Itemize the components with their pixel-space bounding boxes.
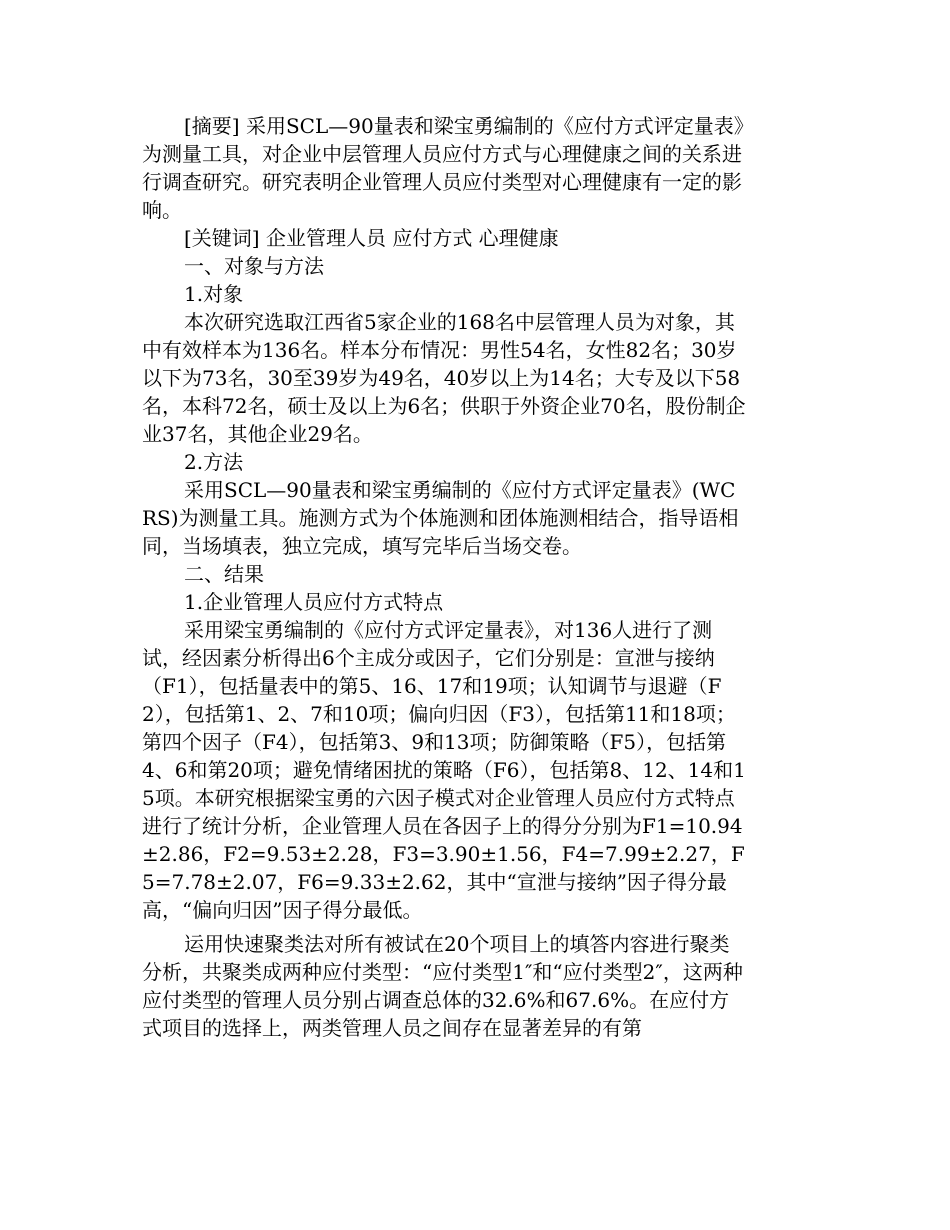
subsection-heading-coping-features: 1.企业管理人员应付方式特点 [184, 590, 444, 614]
keywords-paragraph: [关键词] 企业管理人员 应付方式 心理健康 [184, 226, 559, 250]
cluster-analysis-paragraph: 运用快速聚类法对所有被试在20个项目上的填答内容进行聚类分析，共聚类成两种应付类型：“应付类型1″和“应付类型2″，这两种应付类型的管理人员分别占调查总体的32.6%和67.6%。在应付方式项目的选择上，两类管理人员之间存在显著差异的有第 [142, 932, 743, 1040]
section-heading-subjects-methods: 一、对象与方法 [184, 254, 324, 278]
abstract-paragraph: [摘要] 采用SCL—90量表和梁宝勇编制的《应付方式评定量表》为测量工具，对企业中层管理人员应付方式与心理健康之间的关系进行调查研究。研究表明企业管理人员应付类型对心理健康有一定的影响。 [142, 114, 744, 222]
methods-paragraph: 采用SCL—90量表和梁宝勇编制的《应付方式评定量表》(WCRS)为测量工具。施测方式为个体施测和团体施测相结合，指导语相同，当场填表，独立完成，填写完毕后当场交卷。 [142, 478, 739, 558]
coping-features-paragraph: 采用梁宝勇编制的《应付方式评定量表》，对136人进行了测试，经因素分析得出6个主成分或因子，它们分别是：宣泄与接纳（F1），包括量表中的第5、16、17和19项；认知调节与退避（F2），包括第1、2、7和10项；偏向归因（F3），包括第11和18项；第四个因子（F4），包括第3、9和13项；防御策略（F5），包括第4、6和第20项；避免情绪困扰的策略（F6），包括第8、12、14和15项。本研究根据梁宝勇的六因子模式对企业管理人员应付方式特点进行了统计分析，企业管理人员在各因子上的得分分别为F1=10.94±2.86，F2=9.53±2.28，F3=3.90±1.56，F4=7.99±2.27，F5=7.78±2.07，F6=9.33±2.62，其中“宣泄与接纳”因子得分最高，“偏向归因”因子得分最低。 [142, 618, 746, 922]
subjects-paragraph: 本次研究选取江西省5家企业的168名中层管理人员为对象，其中有效样本为136名。样本分布情况：男性54名，女性82名；30岁以下为73名，30至39岁为49名，40岁以上为14名；大专及以下58名，本科72名，硕士及以上为6名；供职于外资企业70名，股份制企业37名，其他企业29名。 [142, 310, 746, 446]
subsection-heading-methods: 2.方法 [184, 450, 244, 474]
subsection-heading-subjects: 1.对象 [184, 282, 244, 306]
section-heading-results: 二、结果 [184, 562, 264, 586]
document-body [142, 112, 746, 1042]
